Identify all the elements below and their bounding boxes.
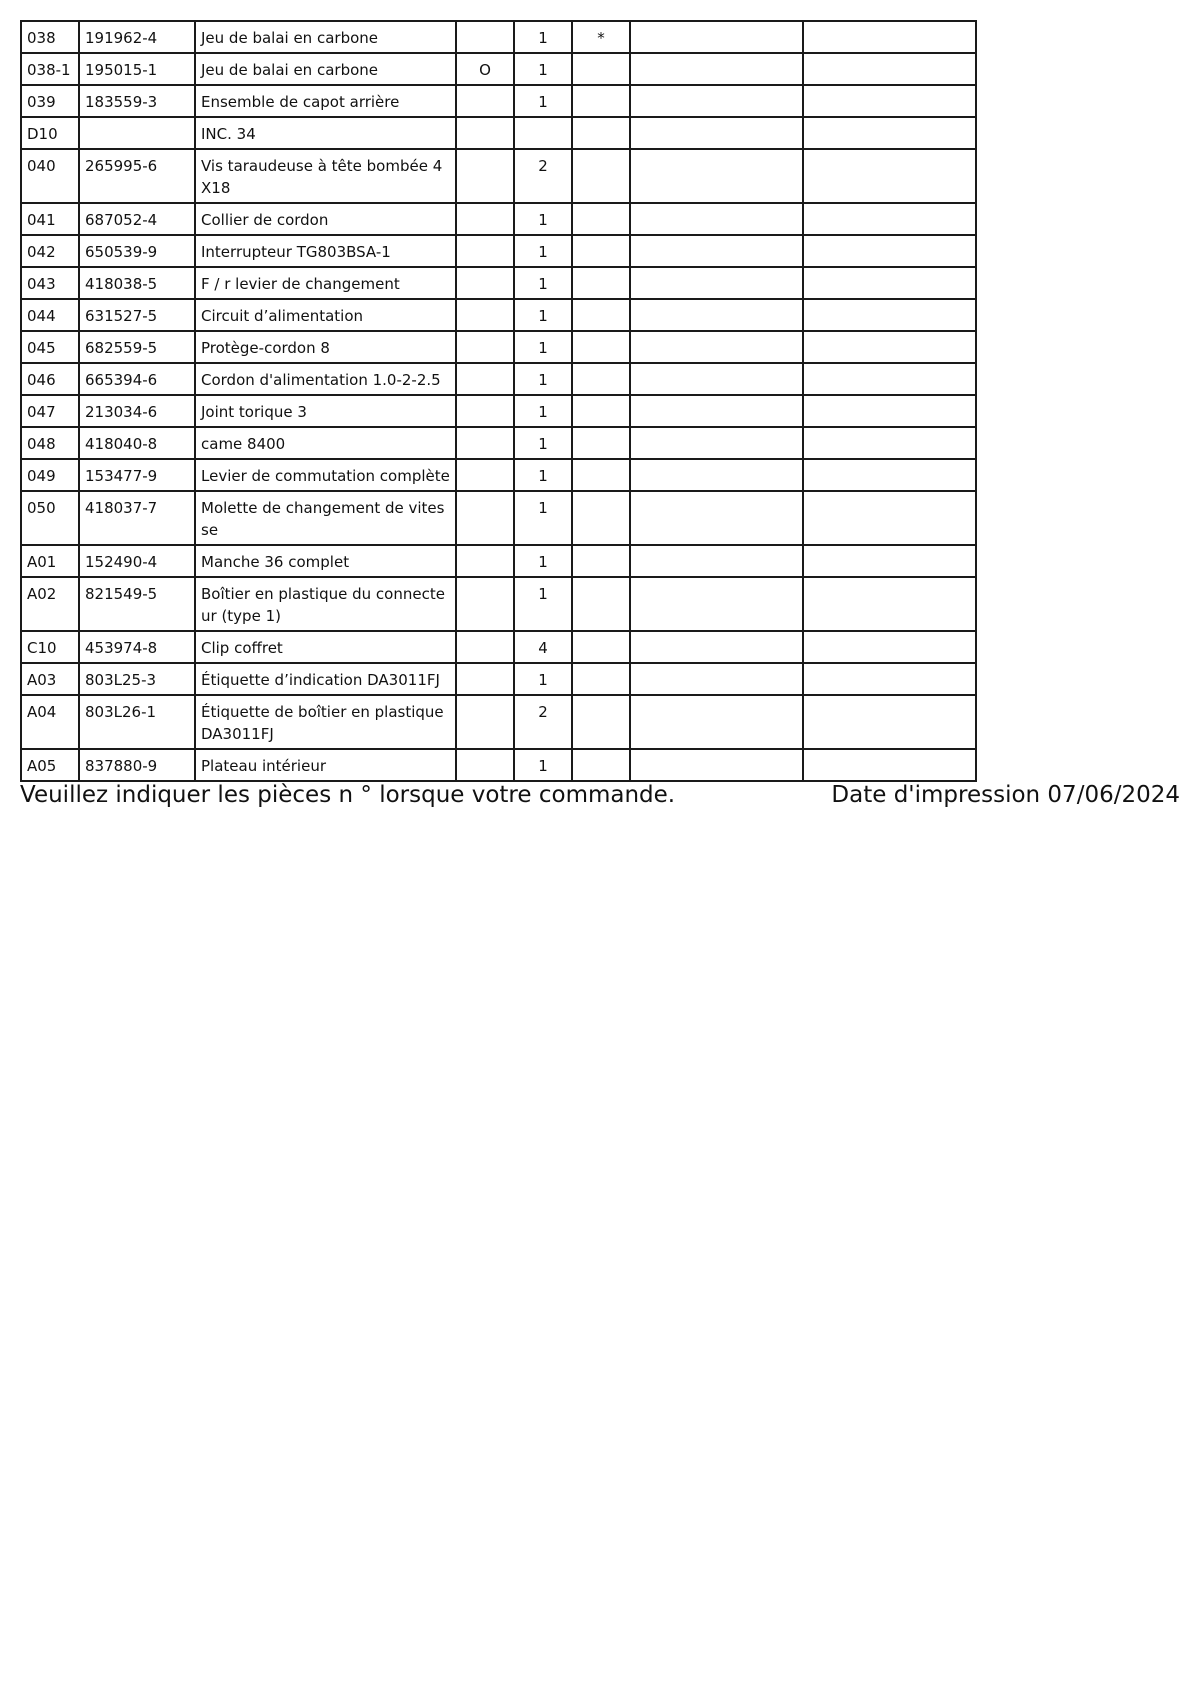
blank-cell-1	[630, 117, 803, 149]
blank-cell-2	[803, 267, 976, 299]
blank-cell-2	[803, 363, 976, 395]
table-row	[21, 491, 976, 545]
marker-cell	[456, 749, 514, 781]
note-cell	[572, 427, 630, 459]
quantity-cell: 1	[514, 299, 572, 331]
blank-cell-2	[803, 395, 976, 427]
marker-cell	[456, 117, 514, 149]
blank-cell-1	[630, 395, 803, 427]
part-number-cell: 682559-5	[79, 331, 195, 363]
note-cell	[572, 545, 630, 577]
quantity-cell: 2	[514, 695, 572, 749]
blank-cell-1	[630, 577, 803, 631]
item-number-cell: 041	[21, 203, 79, 235]
blank-cell-1	[630, 427, 803, 459]
item-number-cell: 050	[21, 491, 79, 545]
marker-cell	[456, 491, 514, 545]
table-row	[21, 427, 976, 459]
blank-cell-1	[630, 235, 803, 267]
note-cell	[572, 85, 630, 117]
description-cell: Jeu de balai en carbone	[195, 21, 456, 53]
item-number-cell: 038-1	[21, 53, 79, 85]
description-cell: Ensemble de capot arrière	[195, 85, 456, 117]
description-cell: Collier de cordon	[195, 203, 456, 235]
item-number-cell: A03	[21, 663, 79, 695]
marker-cell	[456, 267, 514, 299]
table-row	[21, 545, 976, 577]
blank-cell-1	[630, 663, 803, 695]
item-number-cell: A04	[21, 695, 79, 749]
item-number-cell: 045	[21, 331, 79, 363]
marker-cell	[456, 363, 514, 395]
blank-cell-1	[630, 545, 803, 577]
marker-cell	[456, 331, 514, 363]
note-cell	[572, 459, 630, 491]
quantity-cell	[514, 117, 572, 149]
description-cell: Joint torique 3	[195, 395, 456, 427]
quantity-cell: 1	[514, 663, 572, 695]
item-number-cell: C10	[21, 631, 79, 663]
table-row	[21, 749, 976, 781]
marker-cell	[456, 695, 514, 749]
blank-cell-1	[630, 299, 803, 331]
table-row	[21, 203, 976, 235]
marker-cell	[456, 545, 514, 577]
item-number-cell: 042	[21, 235, 79, 267]
table-row	[21, 459, 976, 491]
part-number-cell: 418040-8	[79, 427, 195, 459]
note-cell	[572, 577, 630, 631]
blank-cell-2	[803, 695, 976, 749]
item-number-cell: A05	[21, 749, 79, 781]
table-row	[21, 577, 976, 631]
table-row	[21, 267, 976, 299]
description-cell: Étiquette de boîtier en plastique DA3011FJ	[195, 695, 456, 749]
blank-cell-1	[630, 459, 803, 491]
note-cell	[572, 631, 630, 663]
blank-cell-2	[803, 331, 976, 363]
table-row	[21, 85, 976, 117]
marker-cell	[456, 577, 514, 631]
quantity-cell: 1	[514, 577, 572, 631]
item-number-cell: 044	[21, 299, 79, 331]
blank-cell-2	[803, 235, 976, 267]
quantity-cell: 1	[514, 491, 572, 545]
blank-cell-2	[803, 299, 976, 331]
item-number-cell: D10	[21, 117, 79, 149]
description-cell: Boîtier en plastique du connecteur (type 1)	[195, 577, 456, 631]
part-number-cell: 665394-6	[79, 363, 195, 395]
part-number-cell: 418038-5	[79, 267, 195, 299]
description-cell: Manche 36 complet	[195, 545, 456, 577]
table-row	[21, 21, 976, 53]
blank-cell-1	[630, 749, 803, 781]
blank-cell-1	[630, 331, 803, 363]
blank-cell-2	[803, 21, 976, 53]
part-number-cell: 453974-8	[79, 631, 195, 663]
part-number-cell: 803L25-3	[79, 663, 195, 695]
description-cell: came 8400	[195, 427, 456, 459]
description-cell: Étiquette d’indication DA3011FJ	[195, 663, 456, 695]
parts-list	[20, 20, 977, 782]
description-cell: Molette de changement de vitesse	[195, 491, 456, 545]
item-number-cell: 038	[21, 21, 79, 53]
print-date: Date d'impression 07/06/2024	[831, 782, 1180, 808]
table-row	[21, 363, 976, 395]
quantity-cell: 1	[514, 21, 572, 53]
item-number-cell: 048	[21, 427, 79, 459]
quantity-cell: 1	[514, 267, 572, 299]
item-number-cell: A02	[21, 577, 79, 631]
marker-cell	[456, 85, 514, 117]
blank-cell-2	[803, 53, 976, 85]
blank-cell-1	[630, 149, 803, 203]
part-number-cell: 821549-5	[79, 577, 195, 631]
quantity-cell: 1	[514, 203, 572, 235]
blank-cell-1	[630, 491, 803, 545]
quantity-cell: 1	[514, 363, 572, 395]
marker-cell	[456, 427, 514, 459]
note-cell	[572, 363, 630, 395]
blank-cell-2	[803, 427, 976, 459]
blank-cell-2	[803, 749, 976, 781]
quantity-cell: 1	[514, 85, 572, 117]
order-notice: Veuillez indiquer les pièces n ° lorsque votre commande.	[20, 782, 676, 808]
part-number-cell	[79, 117, 195, 149]
part-number-cell: 631527-5	[79, 299, 195, 331]
marker-cell	[456, 299, 514, 331]
note-cell	[572, 53, 630, 85]
description-cell: Protège-cordon 8	[195, 331, 456, 363]
marker-cell	[456, 663, 514, 695]
description-cell: Clip coffret	[195, 631, 456, 663]
description-cell: Levier de commutation complète	[195, 459, 456, 491]
item-number-cell: 040	[21, 149, 79, 203]
description-cell: Circuit d’alimentation	[195, 299, 456, 331]
note-cell	[572, 395, 630, 427]
table-row	[21, 53, 976, 85]
blank-cell-1	[630, 363, 803, 395]
blank-cell-2	[803, 117, 976, 149]
blank-cell-2	[803, 577, 976, 631]
table-row	[21, 631, 976, 663]
table-row	[21, 331, 976, 363]
part-number-cell: 687052-4	[79, 203, 195, 235]
description-cell: F / r levier de changement	[195, 267, 456, 299]
blank-cell-1	[630, 267, 803, 299]
table-row	[21, 149, 976, 203]
blank-cell-1	[630, 21, 803, 53]
blank-cell-2	[803, 663, 976, 695]
quantity-cell: 1	[514, 459, 572, 491]
quantity-cell: 1	[514, 53, 572, 85]
note-cell	[572, 203, 630, 235]
marker-cell: O	[456, 53, 514, 85]
description-cell: Vis taraudeuse à tête bombée 4X18	[195, 149, 456, 203]
marker-cell	[456, 235, 514, 267]
blank-cell-1	[630, 203, 803, 235]
part-number-cell: 195015-1	[79, 53, 195, 85]
note-cell	[572, 149, 630, 203]
description-cell: INC. 34	[195, 117, 456, 149]
part-number-cell: 650539-9	[79, 235, 195, 267]
blank-cell-2	[803, 631, 976, 663]
item-number-cell: 043	[21, 267, 79, 299]
blank-cell-1	[630, 53, 803, 85]
item-number-cell: 039	[21, 85, 79, 117]
blank-cell-2	[803, 149, 976, 203]
part-number-cell: 837880-9	[79, 749, 195, 781]
note-cell: *	[572, 21, 630, 53]
note-cell	[572, 117, 630, 149]
description-cell: Jeu de balai en carbone	[195, 53, 456, 85]
parts-table-body	[21, 21, 976, 781]
note-cell	[572, 663, 630, 695]
item-number-cell: 047	[21, 395, 79, 427]
part-number-cell: 191962-4	[79, 21, 195, 53]
part-number-cell: 803L26-1	[79, 695, 195, 749]
blank-cell-1	[630, 631, 803, 663]
marker-cell	[456, 149, 514, 203]
part-number-cell: 265995-6	[79, 149, 195, 203]
note-cell	[572, 695, 630, 749]
item-number-cell: 046	[21, 363, 79, 395]
note-cell	[572, 749, 630, 781]
marker-cell	[456, 203, 514, 235]
table-row	[21, 695, 976, 749]
parts-table	[20, 20, 977, 782]
part-number-cell: 183559-3	[79, 85, 195, 117]
blank-cell-2	[803, 85, 976, 117]
note-cell	[572, 299, 630, 331]
quantity-cell: 1	[514, 235, 572, 267]
quantity-cell: 2	[514, 149, 572, 203]
blank-cell-2	[803, 459, 976, 491]
note-cell	[572, 235, 630, 267]
description-cell: Interrupteur TG803BSA-1	[195, 235, 456, 267]
marker-cell	[456, 631, 514, 663]
table-row	[21, 663, 976, 695]
item-number-cell: A01	[21, 545, 79, 577]
description-cell: Cordon d'alimentation 1.0-2-2.5	[195, 363, 456, 395]
marker-cell	[456, 459, 514, 491]
note-cell	[572, 267, 630, 299]
quantity-cell: 1	[514, 427, 572, 459]
note-cell	[572, 491, 630, 545]
note-cell	[572, 331, 630, 363]
part-number-cell: 153477-9	[79, 459, 195, 491]
table-row	[21, 117, 976, 149]
blank-cell-1	[630, 85, 803, 117]
marker-cell	[456, 395, 514, 427]
description-cell: Plateau intérieur	[195, 749, 456, 781]
quantity-cell: 1	[514, 749, 572, 781]
blank-cell-1	[630, 695, 803, 749]
part-number-cell: 152490-4	[79, 545, 195, 577]
table-row	[21, 299, 976, 331]
blank-cell-2	[803, 491, 976, 545]
part-number-cell: 213034-6	[79, 395, 195, 427]
quantity-cell: 1	[514, 545, 572, 577]
quantity-cell: 4	[514, 631, 572, 663]
blank-cell-2	[803, 203, 976, 235]
item-number-cell: 049	[21, 459, 79, 491]
marker-cell	[456, 21, 514, 53]
table-row	[21, 395, 976, 427]
table-row	[21, 235, 976, 267]
quantity-cell: 1	[514, 331, 572, 363]
quantity-cell: 1	[514, 395, 572, 427]
blank-cell-2	[803, 545, 976, 577]
part-number-cell: 418037-7	[79, 491, 195, 545]
